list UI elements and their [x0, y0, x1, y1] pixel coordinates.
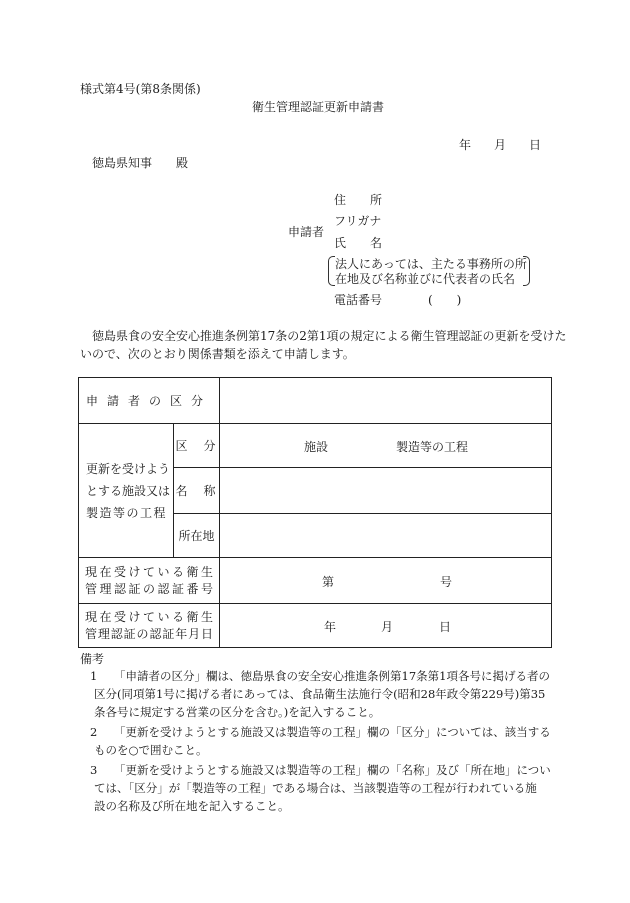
- note-1-line1: 「申請者の区分」欄は、徳島県食の安全安心推進条例第17条第1項各号に掲げる者の: [114, 669, 550, 683]
- cert-date-month: 月: [381, 620, 394, 634]
- location-sub-label: 所在地: [174, 514, 220, 558]
- facility-group-label-line3: 製造等の工程: [86, 505, 168, 520]
- application-table: [78, 377, 552, 648]
- cert-date-day: 日: [439, 620, 452, 634]
- cert-date-year: 年: [324, 620, 337, 634]
- cert-date-label-line2: 管理認証の認証年月日: [85, 626, 214, 641]
- cert-number-label-line2: 管理認証の認証番号: [85, 581, 214, 596]
- cert-number-field[interactable]: [220, 558, 552, 604]
- note-3-line1: 「更新を受けようとする施設又は製造等の工程」欄の「名称」及び「所在地」につい: [114, 763, 551, 777]
- note-2-number: 2: [90, 725, 98, 739]
- cert-number-label-line1: 現在受けている衛生: [85, 564, 214, 579]
- cert-number-label: [79, 558, 220, 604]
- facility-group-label-line2: とする施設又は: [86, 483, 171, 498]
- cert-date-label: [79, 604, 220, 648]
- cert-number-suffix: 号: [440, 575, 453, 589]
- date-year-label: 年: [459, 138, 472, 152]
- facility-group-label-line1: 更新を受けよう: [86, 461, 171, 476]
- facility-location-field[interactable]: [220, 514, 552, 558]
- applicant-category-field[interactable]: [220, 378, 552, 424]
- form-number: 様式第4号(第8条関係): [80, 82, 201, 96]
- notes-heading: 備考: [80, 652, 105, 666]
- page-title: 衛生管理認証更新申請書: [252, 100, 385, 114]
- name-label: 氏 名: [334, 236, 383, 250]
- note-2-line2: ものを○で囲むこと。: [94, 743, 208, 757]
- phone-label: 電話番号: [334, 293, 383, 307]
- facility-group-label: [79, 424, 174, 558]
- note-1-line2: 区分(同項第1号に掲げる者にあっては、食品衛生法施行令(昭和28年政令第229号)第35: [94, 687, 546, 701]
- cert-date-label-line1: 現在受けている衛生: [85, 609, 214, 624]
- intro-line-1: 徳島県食の安全安心推進条例第17条の2第1項の規定による衛生管理認証の更新を受けた: [92, 329, 567, 343]
- corp-note-bracket-left: [328, 256, 335, 286]
- note-1-number: 1: [90, 669, 98, 683]
- cert-number-prefix: 第: [322, 575, 335, 589]
- date-day-label: 日: [529, 138, 542, 152]
- applicant-label: 申請者: [288, 225, 325, 239]
- note-3-line3: 設の名称及び所在地を記入すること。: [94, 799, 290, 813]
- applicant-category-label: 申請者の区分: [79, 378, 220, 424]
- date-month-label: 月: [494, 138, 507, 152]
- name-sub-label: 名 称: [174, 468, 220, 514]
- note-2-line1: 「更新を受けようとする施設又は製造等の工程」欄の「区分」については、該当する: [114, 725, 551, 739]
- addressee: 徳島県知事 殿: [92, 156, 189, 170]
- category-option-process[interactable]: 製造等の工程: [396, 440, 469, 454]
- category-field[interactable]: [220, 424, 552, 468]
- corp-note-line2: 在地及び名称並びに代表者の氏名: [335, 272, 516, 286]
- category-sub-label: 区 分: [174, 424, 220, 468]
- category-option-facility[interactable]: 施設: [304, 440, 329, 454]
- furigana-label: フリガナ: [334, 214, 382, 228]
- note-3-number: 3: [90, 763, 98, 777]
- cert-date-field[interactable]: [220, 604, 552, 648]
- facility-name-field[interactable]: [220, 468, 552, 514]
- note-3-line2: ては、「区分」が「製造等の工程」である場合は、当該製造等の工程が行われている施: [94, 781, 537, 795]
- note-1-line3: 条各号に規定する営業の区分を含む。)を記入すること。: [94, 705, 381, 719]
- phone-paren: ( ): [428, 293, 462, 307]
- corp-note-line1: 法人にあっては、主たる事務所の所: [335, 257, 527, 271]
- address-label: 住 所: [334, 193, 383, 207]
- intro-line-2: いので、次のとおり関係書類を添えて申請します。: [80, 347, 355, 361]
